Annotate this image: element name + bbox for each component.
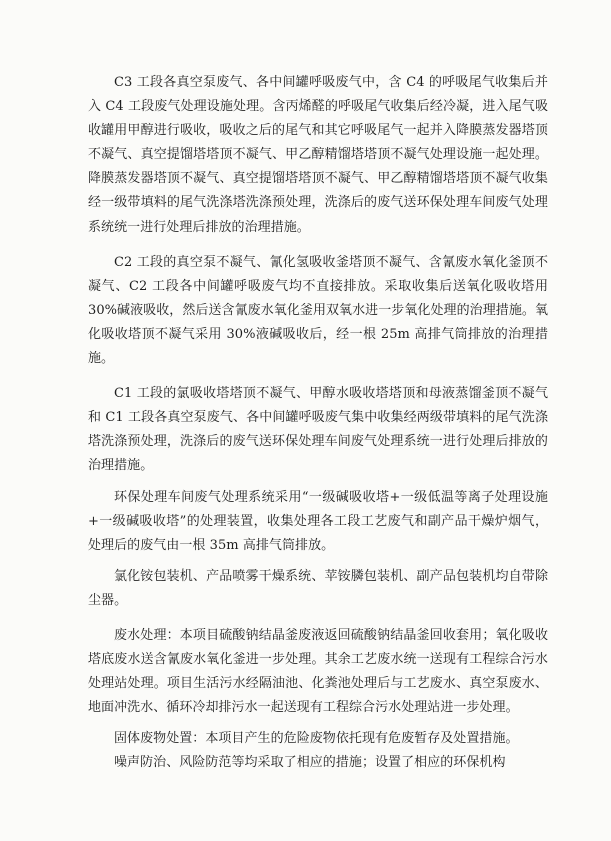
paragraph-env-treatment: 环保处理车间废气处理系统采用“一级碱吸收塔+一级低温等离子处理设施+一级碱吸收塔”的处理装置，收集处理各工段工艺废气和副产品干燥炉烟气，处理后的废气由一根 35m 高排气筒排放。	[88, 489, 548, 553]
paragraph-noise-risk: 噪声防治、风险防范等均采取了相应的措施；设置了相应的环保机构	[114, 755, 506, 771]
paragraph-solid-waste: 固体废物处置：本项目产生的危险废物依托现有危废暂存及处置措施。	[114, 731, 519, 747]
paragraph-c2-exhaust: C2 工段的真空泵不凝气、氰化氢吸收釜塔顶不凝气、含氰废水氧化釜顶不凝气、C2 工段各中间罐呼吸废气均不直接排放。采取收集后送氧化吸收塔用 30%碱液吸收，然后送含氰废水氧化釜用双氧水进一步氧化处理的治理措施。氧化吸收塔顶不凝气采用 30%液碱吸收后，经一根 25m 高排气筒排放的治理措施。	[88, 254, 548, 367]
paragraph-wastewater: 废水处理：本项目硫酸钠结晶釜废液返回硫酸钠结晶釜回收套用；氧化吸收塔底废水送含氰废水氧化釜进一步处理。其余工艺废水统一送现有工程综合污水处理站处理。项目生活污水经隔油池、化粪池处理后与工艺废水、真空泵废水、地面冲洗水、循环冷却排污水一起送现有工程综合污水处理站进一步处理。	[88, 627, 548, 716]
paragraph-c1-exhaust: C1 工段的氯吸收塔塔顶不凝气、甲醇水吸收塔塔顶和母液蒸馏釜顶不凝气和 C1 工段各真空泵废气、各中间罐呼吸废气集中收集经两级带填料的尾气洗涤塔洗涤预处理，洗涤后的废气送环保处理车间废气处理系统一进行处理后排放的治理措施。	[88, 386, 548, 474]
paragraph-dust-removal: 氯化铵包装机、产品喷雾干燥系统、苹铵膦包装机、副产品包装机均自带除尘器。	[88, 568, 548, 608]
paragraph-c3-exhaust: C3 工段各真空泵废气、各中间罐呼吸废气中，含 C4 的呼吸尾气收集后并入 C4 工段废气处理设施处理。含丙烯醛的呼吸尾气收集后经冷凝，进入尾气吸收罐用甲醇进行吸收，吸收之后的尾气和其它呼吸尾气一起并入降膜蒸发器塔顶不凝气、真空提馏塔塔顶不凝气、甲乙醇精馏塔塔顶不凝气处理设施一起处理。降膜蒸发器塔顶不凝气、真空提馏塔塔顶不凝气、甲乙醇精馏塔塔顶不凝气收集经一级带填料的尾气洗涤塔洗涤预处理，洗涤后的废气送环保处理车间废气处理系统统一进行处理后排放的治理措施。	[88, 75, 548, 235]
document-body	[88, 71, 548, 776]
